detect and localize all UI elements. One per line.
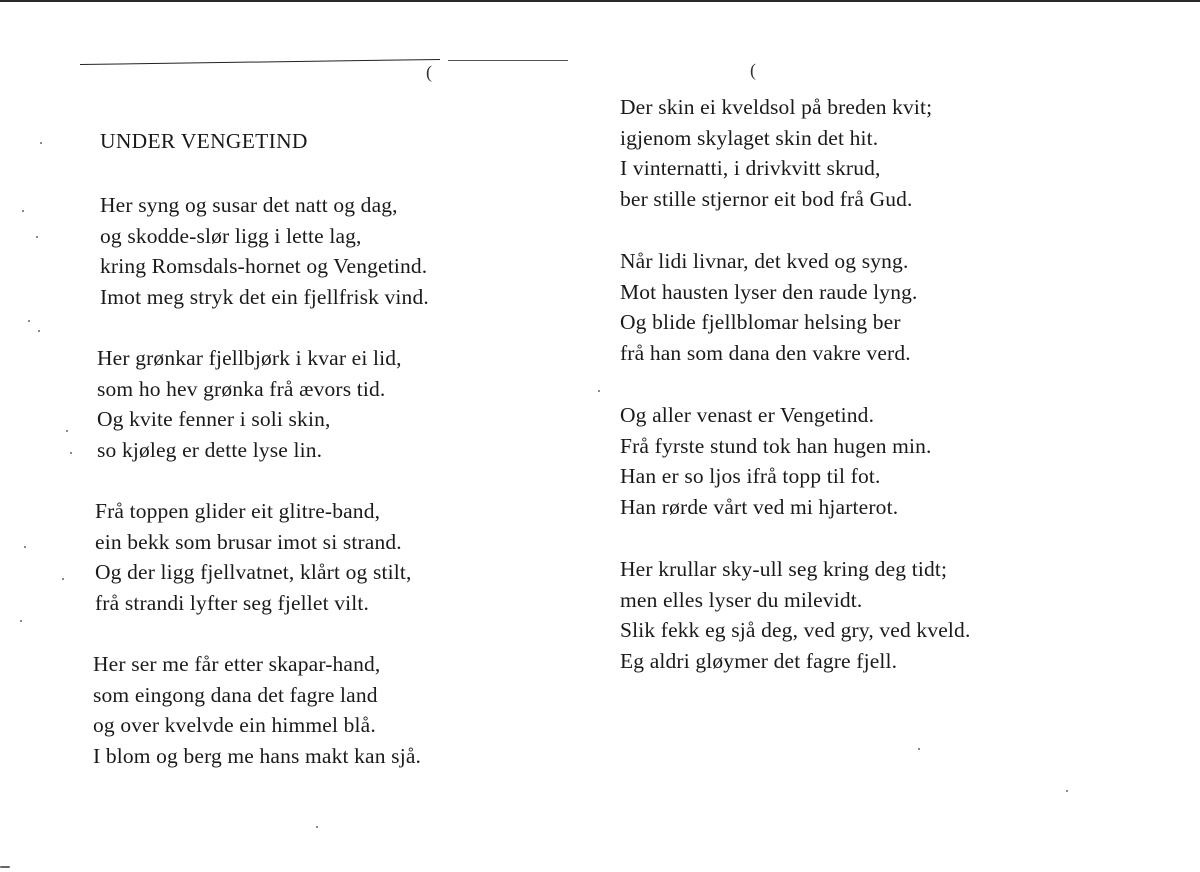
stanza (620, 400, 1180, 522)
poem-line: som eingong dana det fagre land (93, 682, 378, 707)
scan-speck (28, 320, 30, 322)
poem-right-column (620, 92, 1180, 708)
scan-speck (38, 330, 40, 332)
scan-speck (22, 210, 24, 212)
scan-speck (66, 430, 68, 432)
poem-line: Og blide fjellblomar helsing ber (620, 310, 901, 334)
poem-line: frå han som dana den vakre verd. (620, 340, 911, 365)
poem-line: og skodde-slør ligg i lette lag, (100, 223, 362, 248)
stanza (97, 343, 580, 465)
scan-speck (70, 452, 72, 454)
poem-line: Her krullar sky-ull seg kring deg tidt; (620, 557, 948, 581)
poem-line: Og der ligg fjellvatnet, klårt og stilt, (95, 560, 412, 584)
stray-mark: ( (750, 60, 756, 80)
scan-speck (918, 748, 920, 750)
poem-line: Og aller venast er Vengetind. (620, 403, 875, 427)
poem-line: Eg aldri gløymer det fagre fjell. (620, 648, 898, 673)
stanza (620, 554, 1180, 676)
stanza (620, 92, 1180, 214)
scan-speck (20, 620, 22, 622)
poem-line: so kjøleg er dette lyse lin. (97, 437, 323, 462)
poem-line: Her ser me får etter skapar-hand, (93, 652, 381, 676)
scan-speck (24, 546, 26, 548)
poem-line: Han er so ljos ifrå topp til fot. (620, 464, 881, 488)
stanza (93, 649, 580, 771)
poem-line: Imot meg stryk det ein fjellfrisk vind. (100, 284, 429, 309)
poem-line: Når lidi livnar, det kved og syng. (620, 249, 909, 273)
scan-speck (598, 390, 600, 392)
stanza (95, 496, 580, 618)
poem-line: ber stille stjernor eit bod frå Gud. (620, 186, 913, 211)
poem-line: frå strandi lyfter seg fjellet vilt. (95, 590, 370, 615)
scan-speck (1066, 790, 1068, 792)
header-rule (80, 59, 440, 65)
poem-left-column (93, 126, 580, 802)
poem-line: Slik fekk eg sjå deg, ved gry, ved kveld. (620, 618, 971, 642)
stanza (100, 190, 580, 312)
poem-line: Her grønkar fjellbjørk i kvar ei lid, (97, 346, 402, 370)
stray-mark: ( (426, 62, 432, 82)
poem-line: ein bekk som brusar imot si strand. (95, 529, 402, 554)
poem-line: Her syng og susar det natt og dag, (100, 193, 398, 217)
poem-line: igjenom skylaget skin det hit. (620, 125, 879, 150)
poem-title: UNDER VENGETIND (100, 129, 308, 153)
poem-line: Han rørde vårt ved mi hjarterot. (620, 494, 899, 519)
poem-line: I vinternatti, i drivkvitt skrud, (620, 156, 881, 180)
poem-line: Og kvite fenner i soli skin, (97, 407, 331, 431)
scan-speck (0, 866, 10, 868)
poem-line: kring Romsdals-hornet og Vengetind. (100, 254, 428, 278)
scan-edge (0, 0, 1200, 2)
scan-speck (62, 578, 64, 580)
stanza (620, 246, 1180, 368)
poem-line: Mot hausten lyser den raude lyng. (620, 279, 918, 304)
poem-line: Frå toppen glider eit glitre-band, (95, 499, 381, 523)
poem-line: Frå fyrste stund tok han hugen min. (620, 433, 932, 458)
poem-line: men elles lyser du milevidt. (620, 587, 863, 612)
scan-speck (40, 142, 42, 144)
poem-line: I blom og berg me hans makt kan sjå. (93, 743, 422, 768)
poem-line: Der skin ei kveldsol på breden kvit; (620, 95, 933, 119)
scan-speck (316, 826, 318, 828)
scan-speck (36, 236, 38, 238)
poem-line: og over kvelvde ein himmel blå. (93, 713, 376, 737)
poem-line: som ho hev grønka frå ævors tid. (97, 376, 386, 401)
header-rule-fragment (448, 60, 568, 61)
